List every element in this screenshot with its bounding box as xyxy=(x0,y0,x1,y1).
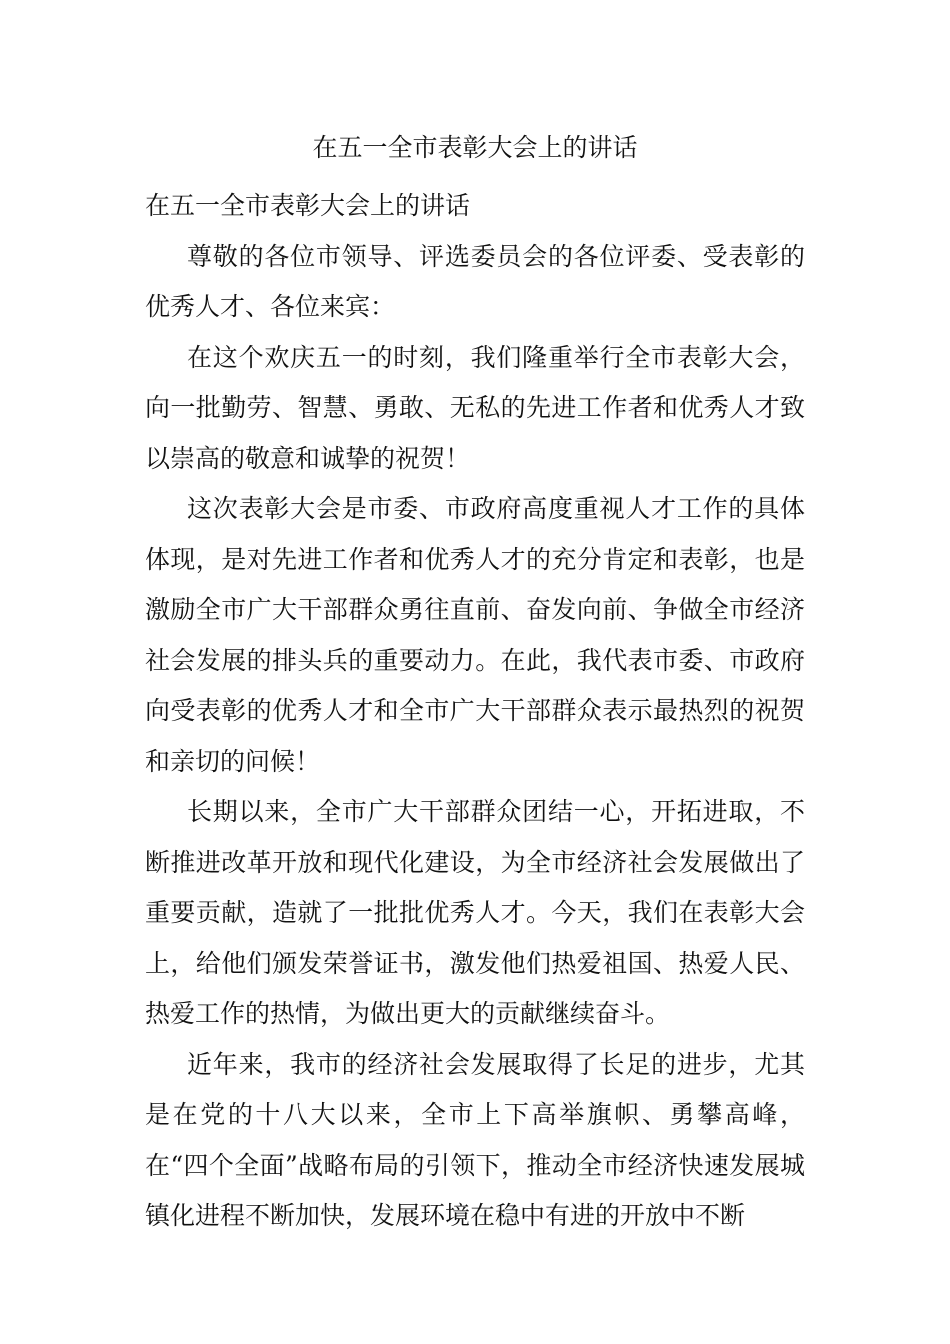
paragraph-achievements: 长期以来，全市广大干部群众团结一心，开拓进取，不断推进改革开放和现代化建设，为全市经济社会发展做出了重要贡献，造就了一批批优秀人才。今天，我们在表彰大会上，给他们颁发荣誉证书，激发他们热爱祖国、热爱人民、热爱工作的热情，为做出更大的贡献继续奋斗。 xyxy=(145,797,805,1028)
paragraph-salutation: 尊敬的各位市领导、评选委员会的各位评委、受表彰的优秀人才、各位来宾： xyxy=(145,241,805,321)
paragraph-significance: 这次表彰大会是市委、市政府高度重视人才工作的具体体现，是对先进工作者和优秀人才的充分肯定和表彰，也是激励全市广大干部群众勇往直前、奋发向前、争做全市经济社会发展的排头兵的重要动力。在此，我代表市委、市政府向受表彰的优秀人才和全市广大干部群众表示最热烈的祝贺和亲切的问候！ xyxy=(145,494,805,776)
document-subtitle: 在五一全市表彰大会上的讲话 xyxy=(145,191,471,220)
document-title: 在五一全市表彰大会上的讲话 xyxy=(312,133,638,162)
paragraph-congratulation: 在这个欢庆五一的时刻，我们隆重举行全市表彰大会，向一批勤劳、智慧、勇敢、无私的先进工作者和优秀人才致以崇高的敬意和诚挚的祝贺！ xyxy=(145,342,805,473)
document-body xyxy=(145,181,805,1242)
paragraph-development: 近年来，我市的经济社会发展取得了长足的进步，尤其是在党的十八大以来，全市上下高举旗帜、勇攀高峰，在“四个全面”战略布局的引领下，推动全市经济快速发展城镇化进程不断加快，发展环境在稳中有进的开放中不断 xyxy=(145,1049,805,1230)
